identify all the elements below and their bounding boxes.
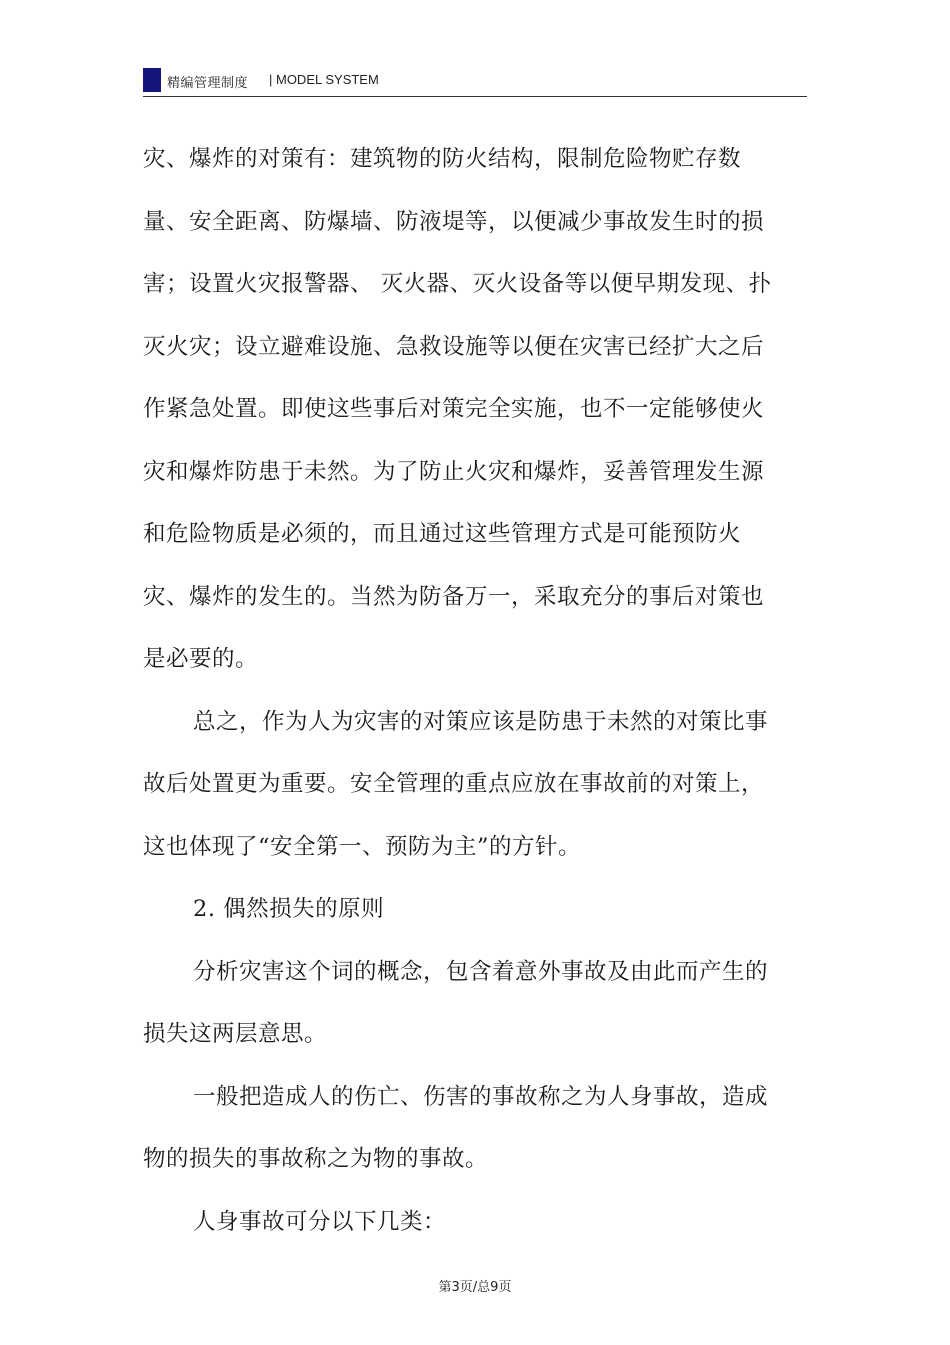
- logo-square-icon: [143, 68, 161, 92]
- page-header: [143, 66, 807, 97]
- page-indicator: 第3页/总9页: [438, 1280, 512, 1295]
- section-heading-accidental-loss: 2. 偶然损失的原则: [193, 896, 385, 922]
- paragraph-disaster-concept: 分析灾害这个词的概念，包含着意外事故及由此而产生的损失这两层意思。: [143, 958, 769, 1047]
- paragraph-summary: 总之，作为人为灾害的对策应该是防患于未然的对策比事故后处置更为重要。安全管理的重点应放在事故前的对策上，这也体现了“安全第一、预防为主”的方针。: [143, 708, 769, 860]
- header-title: 精编管理制度: [167, 76, 249, 91]
- header-model-system: | MODEL SYSTEM: [269, 72, 379, 87]
- page-body: [143, 128, 783, 1253]
- paragraph-personal-accidents: 人身事故可分以下几类：: [193, 1208, 447, 1235]
- paragraph-accident-types: 一般把造成人的伤亡、伤害的事故称之为人身事故，造成物的损失的事故称之为物的事故。: [143, 1083, 769, 1172]
- paragraph-fire-countermeasures: 灾、爆炸的对策有：建筑物的防火结构，限制危险物贮存数量、安全距离、防爆墙、防液堤等，以便减少事故发生时的损害；设置火灾报警器、 灭火器、灭火设备等以便早期发现、扑灭火灾；设立避难设施、急救设施等以便在灾害已经扩大之后作紧急处置。即使这些事后对策完全实施，也不一定能够使火灾和爆炸防患于未然。为了防止火灾和爆炸，妥善管理发生源和危险物质是必须的，而且通过这些管理方式是可能预防火灾、爆炸的发生的。当然为防备万一，采取充分的事后对策也是必要的。: [143, 146, 772, 672]
